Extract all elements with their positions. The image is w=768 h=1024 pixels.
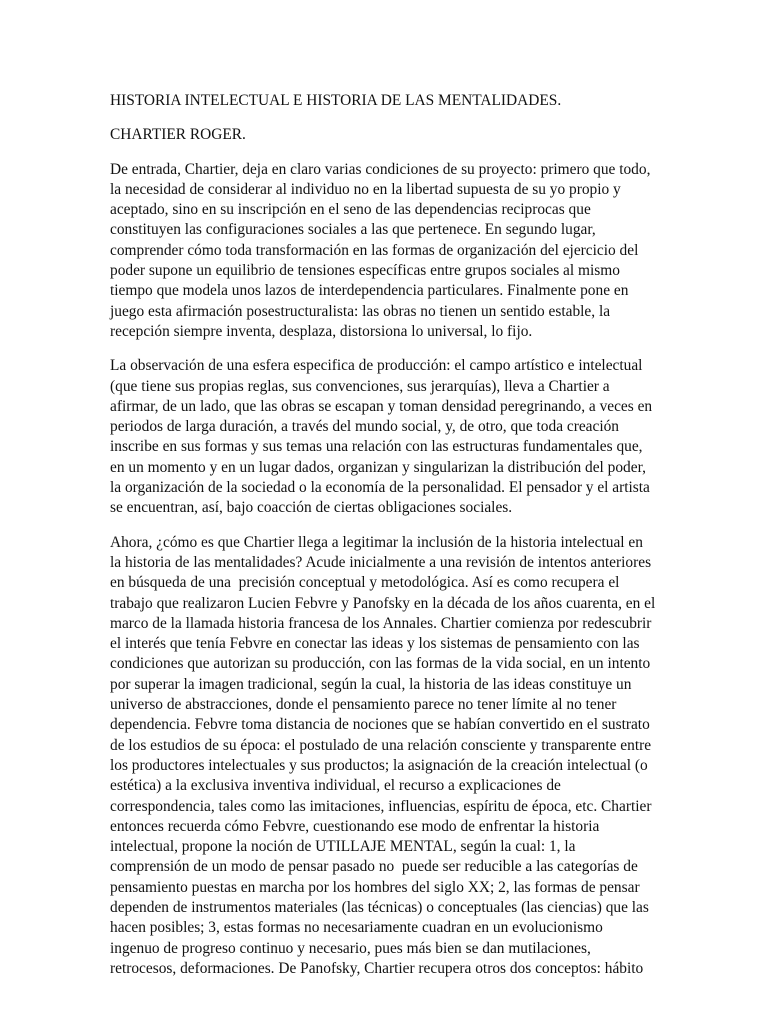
text-line: entonces recuerda cómo Febvre, cuestionando ese modo de enfrentar la historia (110, 817, 600, 835)
text-line: juego esta afirmación posestructuralista: las obras no tienen un sentido estable, la (110, 302, 611, 320)
text-line: pensamiento puestas en marcha por los hombres del siglo XX; 2, las formas de pensar (110, 878, 640, 896)
text-line: periodos de larga duración, a través del mundo social, y, de otro, que toda creación (110, 418, 619, 436)
text-line: correspondencia, tales como las imitaciones, influencias, espíritu de época, etc. Chartier (110, 797, 652, 815)
text-line: en un momento y en un lugar dados, organizan y singularizan la distribución del poder, (110, 458, 646, 476)
text-line: marco de la llamada historia francesa de los Annales. Chartier comienza por redescubrir (110, 614, 652, 632)
document-title: HISTORIA INTELECTUAL E HISTORIA DE LAS MENTALIDADES. (110, 92, 562, 109)
paragraph-3 (110, 533, 670, 980)
text-line: hacen posibles; 3, estas formas no necesariamente cuadran en un evolucionismo (110, 919, 603, 937)
text-line: dependen de instrumentos materiales (las técnicas) o conceptuales (las ciencias) que las (110, 898, 649, 916)
text-line: el interés que tenía Febvre en conectar las ideas y los sistemas de pensamiento con las (110, 635, 640, 653)
paragraph-1 (110, 160, 670, 343)
text-line: la historia de las mentalidades? Acude inicialmente a una revisión de intentos anteriores (110, 553, 652, 571)
text-line: poder supone un equilibrio de tensiones específicas entre grupos sociales al mismo (110, 262, 620, 280)
text-line: La observación de una esfera especifica de producción: el campo artístico e intelectual (110, 357, 643, 375)
paragraph-2 (110, 356, 670, 518)
text-line: universo de abstracciones, donde el pensamiento parece no tener límite al no tener (110, 696, 617, 714)
text-line: estética) a la exclusiva inventiva individual, el recurso a explicaciones de (110, 777, 561, 795)
text-line: tiempo que modela unos lazos de interdependencia particulares. Finalmente pone en (110, 282, 629, 300)
text-line: aceptado, sino en su inscripción en el seno de las dependencias reciprocas que (110, 201, 591, 219)
text-line: los productores intelectuales y sus productos; la asignación de la creación intelectual (o (110, 756, 648, 774)
text-line: retrocesos, deformaciones. De Panofsky, Chartier recupera otros dos conceptos: hábito (110, 959, 644, 977)
text-line: comprender cómo toda transformación en las formas de organización del ejercicio del (110, 241, 639, 259)
text-line: intelectual, propone la noción de UTILLAJE MENTAL, según la cual: 1, la (110, 838, 576, 856)
text-line: en búsqueda de una precisión conceptual y metodológica. Así es como recupera el (110, 574, 620, 592)
text-line: se encuentran, así, bajo coacción de ciertas obligaciones sociales. (110, 499, 513, 517)
text-line: afirmar, de un lado, que las obras se escapan y toman densidad peregrinando, a veces en (110, 397, 653, 415)
text-line: condiciones que autorizan su producción, con las formas de la vida social, en un intento (110, 655, 651, 673)
text-line: de los estudios de su época: el postulado de una relación consciente y transparente entre (110, 736, 652, 754)
text-line: comprensión de un modo de pensar pasado no puede ser reducible a las categorías de (110, 858, 638, 876)
text-line: De entrada, Chartier, deja en claro varias condiciones de su proyecto: primero que todo, (110, 160, 651, 178)
text-line: la necesidad de considerar al individuo no en la libertad supuesta de su yo propio y (110, 180, 621, 198)
text-line: constituyen las configuraciones sociales a las que pertenece. En segundo lugar, (110, 221, 596, 239)
text-line: trabajo que realizaron Lucien Febvre y Panofsky en la década de los años cuarenta, en el (110, 594, 656, 612)
text-line: por superar la imagen tradicional, según la cual, la historia de las ideas constituye un (110, 675, 632, 693)
text-line: recepción siempre inventa, desplaza, distorsiona lo universal, lo fijo. (110, 322, 533, 340)
text-line: (que tiene sus propias reglas, sus convenciones, sus jerarquías), lleva a Chartier a (110, 377, 610, 395)
text-line: Ahora, ¿cómo es que Chartier llega a legitimar la inclusión de la historia intelectual en (110, 533, 643, 551)
text-line: la organización de la sociedad o la economía de la personalidad. El pensador y el artista (110, 479, 650, 497)
document-body (110, 91, 670, 979)
text-line: dependencia. Febvre toma distancia de nociones que se habían convertido en el sustrato (110, 716, 650, 734)
text-line: inscribe en sus formas y sus temas una relación con las estructuras fundamentales que, (110, 438, 643, 456)
document-author: CHARTIER ROGER. (110, 126, 246, 144)
text-line: ingenuo de progreso continuo y necesario, pues más bien se dan mutilaciones, (110, 939, 591, 957)
